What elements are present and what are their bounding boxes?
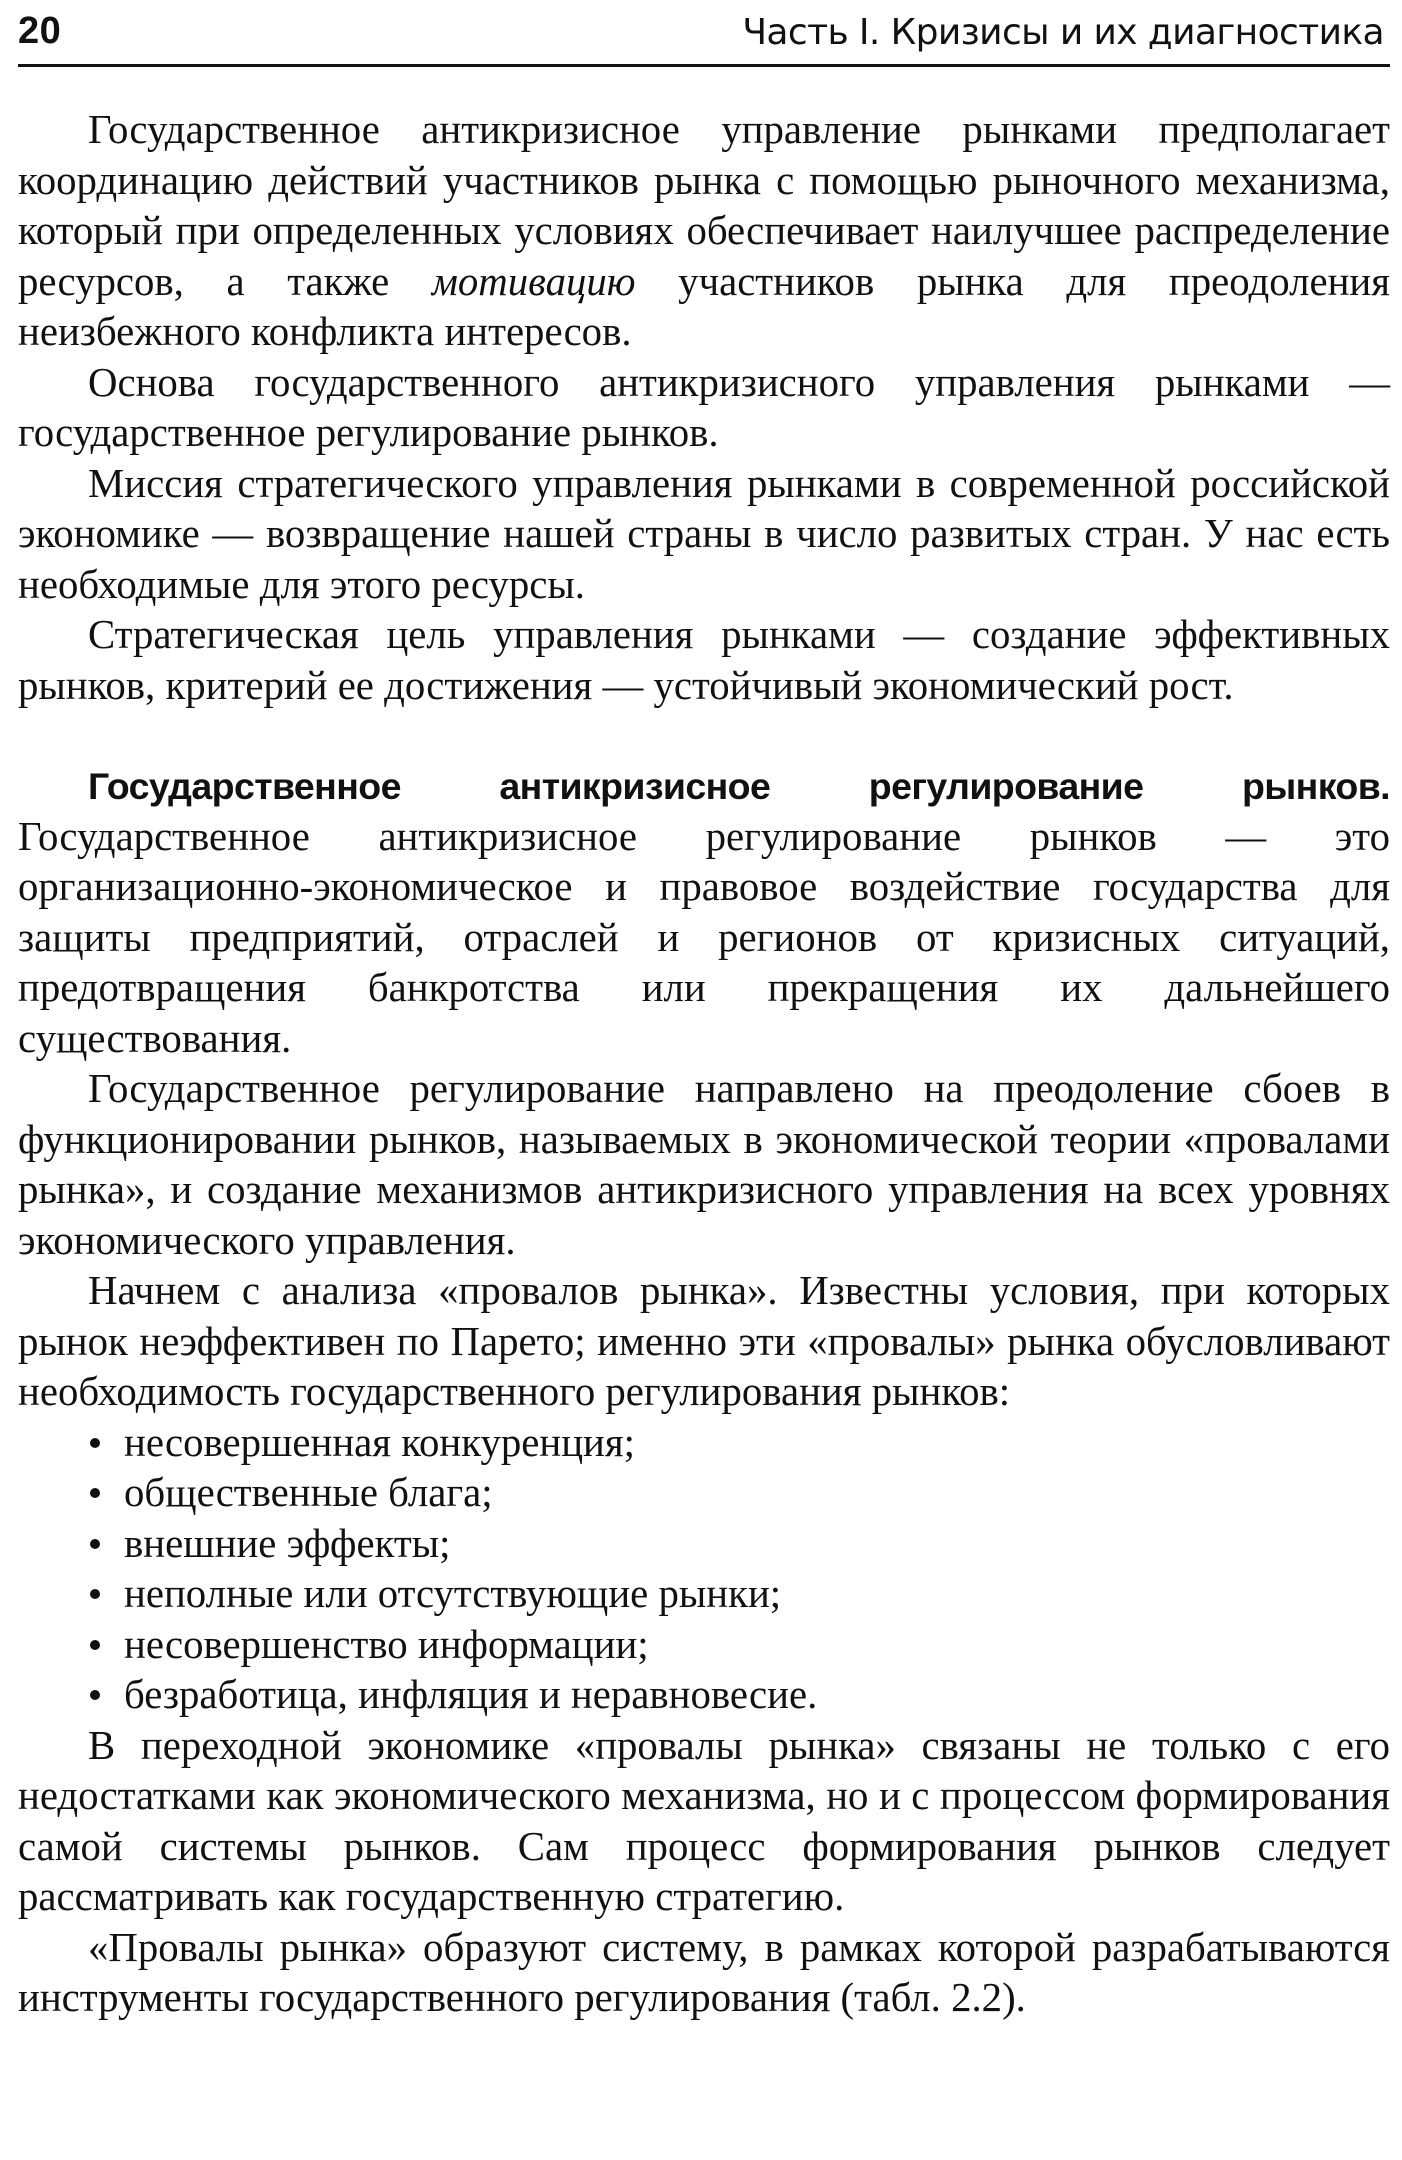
paragraph-3: Миссия стратегического управления рынками в современной российской экономике — возвращение нашей страны в число развитых стран. У нас есть необходимые для этого ресурсы. (18, 460, 1390, 607)
bullet-icon (90, 1539, 100, 1549)
list-item-text: внешние эффекты; (124, 1520, 451, 1566)
bullet-icon (90, 1690, 100, 1700)
paragraph-7: Начнем с анализа «провалов рынка». Известны условия, при которых рынок неэффективен по Парето; именно эти «провалы» рынка обусловливают необходимость государственного регулирования рынков: (18, 1268, 1390, 1414)
list-item (88, 1418, 1390, 1469)
list-item-text: неполные или отсутствующие рынки; (124, 1571, 782, 1616)
page-header (18, 8, 1390, 67)
list-item-text: безработица, инфляция и неравновесие. (124, 1672, 818, 1717)
bullet-icon (90, 1640, 100, 1650)
body-text (18, 105, 1390, 2024)
list-item (88, 1670, 1390, 1721)
list-item (88, 1519, 1390, 1570)
book-page (18, 0, 1390, 2024)
list-item (88, 1468, 1390, 1519)
paragraph-5 (18, 761, 1390, 1064)
list-item (88, 1620, 1390, 1671)
paragraph-2: Основа государственного антикризисного управления рынками — государственное регулирование рынков. (18, 359, 1390, 455)
bullet-icon (90, 1488, 100, 1498)
market-failures-list (18, 1418, 1390, 1721)
paragraph-9: «Провалы рынка» образуют систему, в рамках которой разрабатываются инструменты государственного регулирования (табл. 2.2). (18, 1924, 1390, 2020)
list-item-text: несовершенство информации; (124, 1621, 649, 1667)
paragraph-1 (18, 105, 1390, 358)
list-item-text: несовершенная конкуренция; (124, 1419, 635, 1465)
paragraph-6: Государственное регулирование направлено на преодоление сбоев в функционировании рынков, называемых в экономической теории «провалами рынка», и создание механизмов антикризисного управления на всех уровнях экономического управления. (18, 1066, 1390, 1263)
paragraph-4: Стратегическая цель управления рынками — создание эффективных рынков, критерий ее достижения — устойчивый экономический рост. (18, 612, 1390, 708)
paragraph-8: В переходной экономике «провалы рынка» связаны не только с его недостатками как экономического механизма, но и с процессом формирования самой системы рынков. Сам процесс формирования рынков следует рассматривать как государственную стратегию. (18, 1722, 1390, 1919)
italic-term-motivation: мотивацию (431, 258, 636, 304)
bullet-icon (90, 1589, 100, 1599)
page-number: 20 (18, 10, 62, 52)
paragraph-1-text-a: Государственное антикризисное управление рынками предполагает координацию действий участников рынка с помощью рыночного механизма, который при определенных условиях обеспечивает наилучшее распределение ресурсов, а также (18, 107, 1390, 304)
running-title: Часть I. Кризисы и их диагностика (742, 12, 1384, 53)
section-run-in-heading: Государственное антикризисное регулирование рынков. (88, 765, 1390, 807)
paragraph-5-text: Государственное антикризисное регулирование рынков — это организационно-экономическое и правовое воздействие государства для защиты предприятий, отраслей и регионов от кризисных ситуаций, предотвращения банкротства или прекращения их дальнейшего существования. (18, 813, 1390, 1061)
bullet-icon (90, 1438, 100, 1448)
paragraph-1-text-b: участников рынка для преодоления неизбежного конфликта интересов. (18, 258, 1390, 354)
list-item (88, 1569, 1390, 1620)
list-item-text: общественные блага; (124, 1470, 493, 1515)
